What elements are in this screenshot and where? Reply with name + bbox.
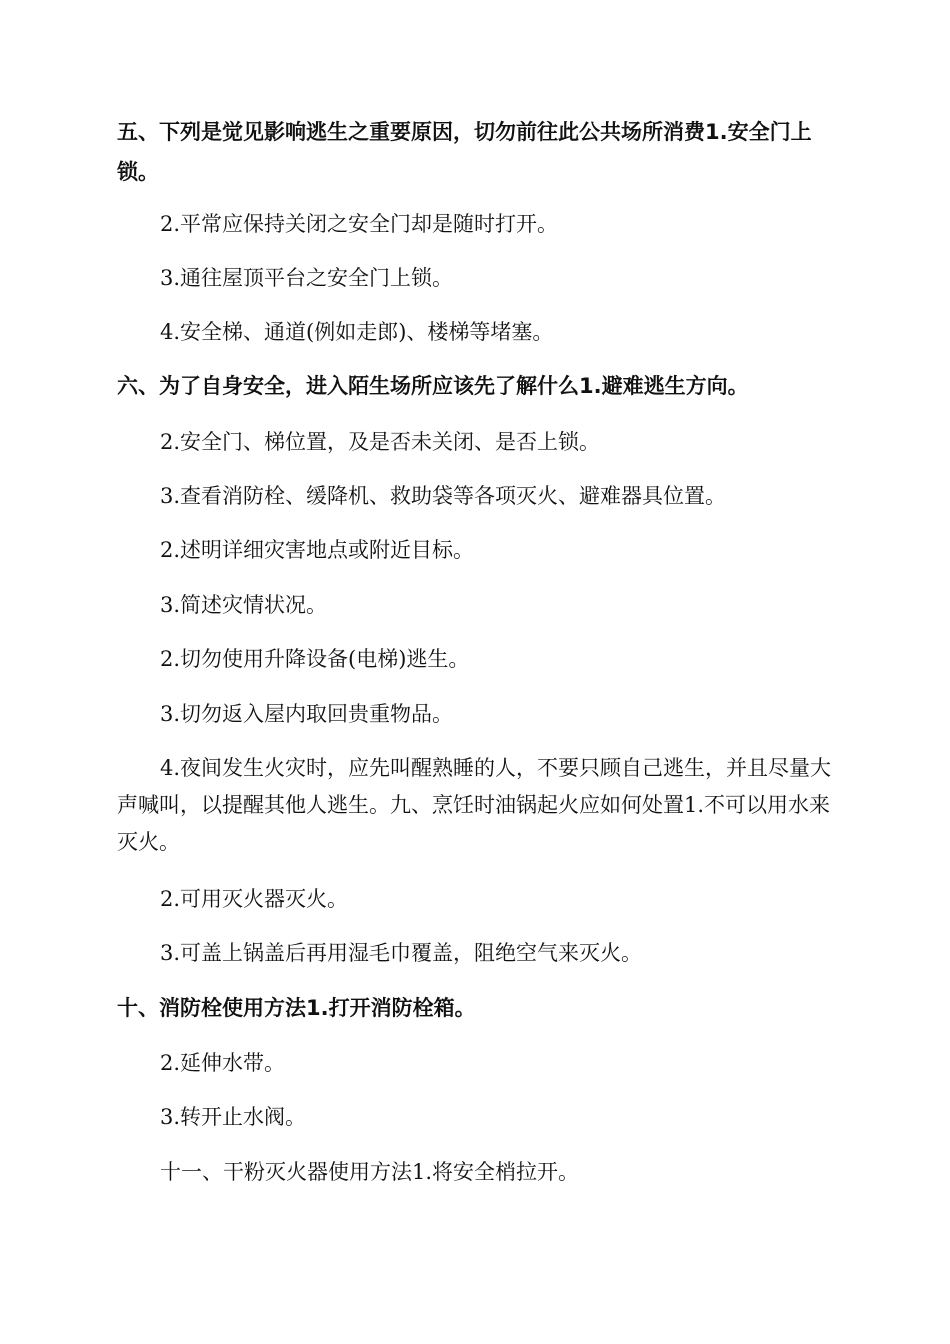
- list-item: 2.切勿使用升降设备(电梯)逃生。: [160, 647, 470, 671]
- list-item: 2.述明详细灾害地点或附近目标。: [160, 538, 475, 562]
- list-item: 4.夜间发生火灾时，应先叫醒熟睡的人，不要只顾自己逃生，并且尽量大声喊叫，以提醒其他人逃生。九、烹饪时油锅起火应如何处置1.不可以用水来灭火。: [117, 756, 832, 854]
- list-item: 3.切勿返入屋内取回贵重物品。: [160, 702, 454, 726]
- section-eleven-paragraph: 十一、干粉灭火器使用方法1.将安全梢拉开。: [160, 1160, 580, 1184]
- section-ten-heading: 十、消防栓使用方法1.打开消防栓箱。: [117, 996, 476, 1020]
- section-five-heading: 五、下列是觉见影响逃生之重要原因，切勿前往此公共场所消费1.安全门上锁。: [117, 120, 812, 184]
- list-item: 3.查看消防栓、缓降机、救助袋等各项灭火、避难器具位置。: [160, 484, 727, 508]
- list-item: 3.转开止水阀。: [160, 1105, 307, 1129]
- list-item: 4.安全梯、通道(例如走郎)、楼梯等堵塞。: [160, 320, 554, 344]
- list-item: 3.通往屋顶平台之安全门上锁。: [160, 266, 454, 290]
- list-item: 3.简述灾情状况。: [160, 593, 328, 617]
- section-six-heading: 六、为了自身安全，进入陌生场所应该先了解什么1.避难逃生方向。: [117, 374, 749, 398]
- list-item: 2.安全门、梯位置，及是否未关闭、是否上锁。: [160, 430, 601, 454]
- list-item: 2.平常应保持关闭之安全门却是随时打开。: [160, 212, 559, 236]
- list-item: 2.可用灭火器灭火。: [160, 887, 349, 911]
- list-item: 3.可盖上锅盖后再用湿毛巾覆盖，阻绝空气来灭火。: [160, 941, 643, 965]
- list-item: 2.延伸水带。: [160, 1051, 286, 1075]
